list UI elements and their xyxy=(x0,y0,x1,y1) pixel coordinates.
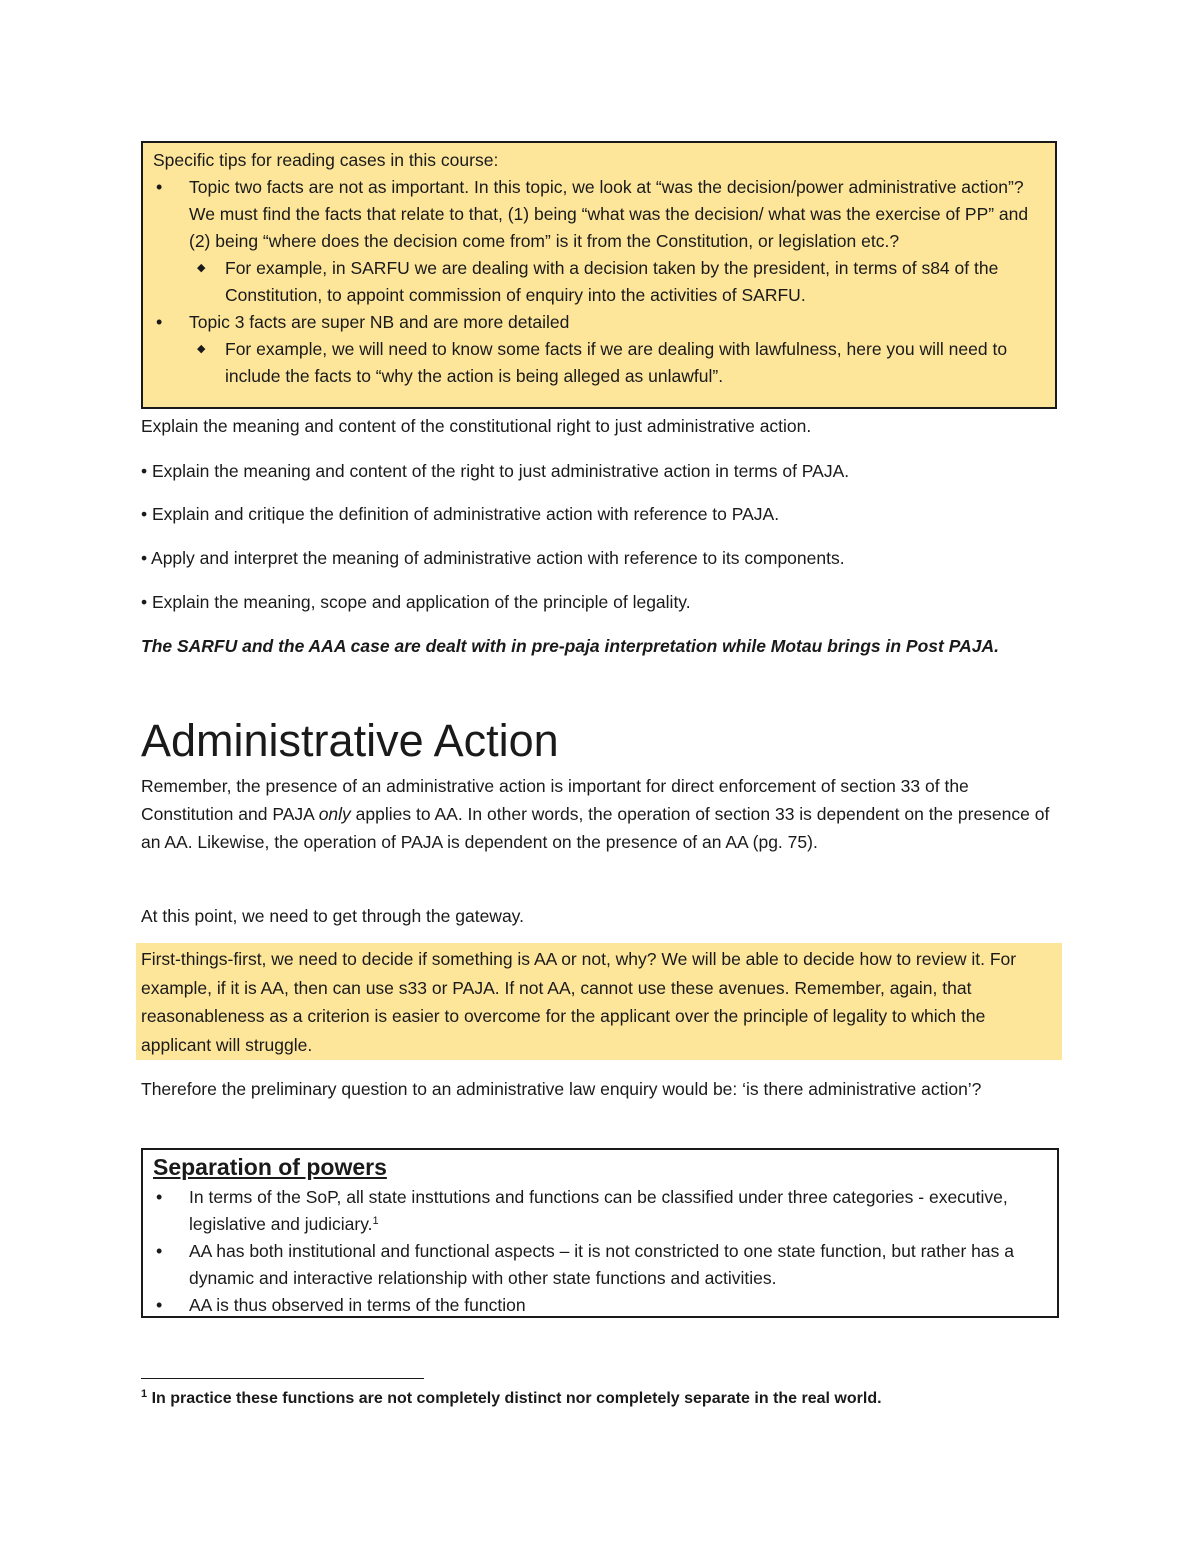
reading-tips-box xyxy=(141,141,1057,409)
footnote-text: In practice these functions are not completely distinct nor completely separate in the real world. xyxy=(147,1390,882,1407)
gateway-paragraph: At this point, we need to get through the gateway. xyxy=(141,906,524,926)
footnote-separator xyxy=(141,1378,424,1379)
outcome-item-2: • Explain and critique the definition of administrative action with reference to PAJA. xyxy=(141,504,780,524)
outcome-item-1: • Explain the meaning and content of the right to just administrative action in terms of PAJA. xyxy=(141,461,850,481)
section-heading: Administrative Action xyxy=(141,715,559,766)
tip-topic-two: • Topic two facts are not as important. In this topic, we look at “was the decision/power administrative action”? We must find the facts that relate to that, (1) being “what was the decision/ what was the exercise of PP” and (2) being “where does the decision come from” is it from the Constitution, or legislation etc.? xyxy=(153,174,1045,255)
outcome-item-4: • Explain the meaning, scope and application of the principle of legality. xyxy=(141,592,691,612)
aa-presence-text-a: Remember, the presence of an administrative action is important for direct enforcement of section 33 of the Constitution and PAJA xyxy=(141,776,969,824)
aa-presence-paragraph xyxy=(141,772,1057,856)
sop-bullet-2: • AA has both institutional and functional aspects – it is not constricted to one state function, but rather has a dynamic and interactive relationship with other state functions and activities. xyxy=(153,1238,1047,1292)
aa-presence-text-b: applies to AA. In other words, the operation of section 33 is dependent on the presence of an AA. Likewise, the operation of PAJA is dependent on the presence of an AA (pg. 75). xyxy=(141,804,1050,852)
sop-title: Separation of powers xyxy=(153,1154,387,1180)
preliminary-question-paragraph: Therefore the preliminary question to an administrative law enquiry would be: ‘is there administrative action’? xyxy=(141,1079,982,1099)
highlighted-paragraph: First-things-first, we need to decide if something is AA or not, why? We will be able to decide how to review it. For example, if it is AA, then can use s33 or PAJA. If not AA, cannot use these avenues. Remember, again, that reasonableness as a criterion is easier to overcome for the applicant over the principle of legality to which the applicant will struggle. xyxy=(136,943,1062,1060)
separation-of-powers-box xyxy=(141,1148,1059,1318)
tip-topic-two-example: ◆ For example, in SARFU we are dealing with a decision taken by the president, in terms of s84 of the Constitution, to appoint commission of enquiry into the activities of SARFU. xyxy=(153,255,1045,309)
sop-bullet-1-text: In terms of the SoP, all state insttutions and functions can be classified under three categories - executive, legislative and judiciary. xyxy=(189,1187,1008,1234)
tip-topic-three: • Topic 3 facts are super NB and are more detailed xyxy=(153,309,1045,336)
outcome-intro: Explain the meaning and content of the constitutional right to just administrative action. xyxy=(141,416,812,436)
footnote xyxy=(141,1386,882,1412)
footnote-reference[interactable]: 1 xyxy=(372,1215,379,1227)
tip-topic-three-example: ◆ For example, we will need to know some facts if we are dealing with lawfulness, here you will need to include the facts to “why the action is being alleged as unlawful”. xyxy=(153,336,1045,390)
tips-list xyxy=(153,174,1045,390)
sop-bullet-3: • AA is thus observed in terms of the function xyxy=(153,1292,1047,1319)
sop-bullet-1 xyxy=(153,1184,1047,1238)
sop-list xyxy=(153,1184,1047,1319)
tips-title: Specific tips for reading cases in this course: xyxy=(153,150,499,170)
footnote-number: 1 xyxy=(141,1388,148,1400)
case-interpretation-note: The SARFU and the AAA case are dealt with in pre-paja interpretation while Motau brings in Post PAJA. xyxy=(141,636,999,656)
outcome-item-3: • Apply and interpret the meaning of administrative action with reference to its components. xyxy=(141,548,845,568)
aa-presence-emphasis: only xyxy=(318,804,351,824)
